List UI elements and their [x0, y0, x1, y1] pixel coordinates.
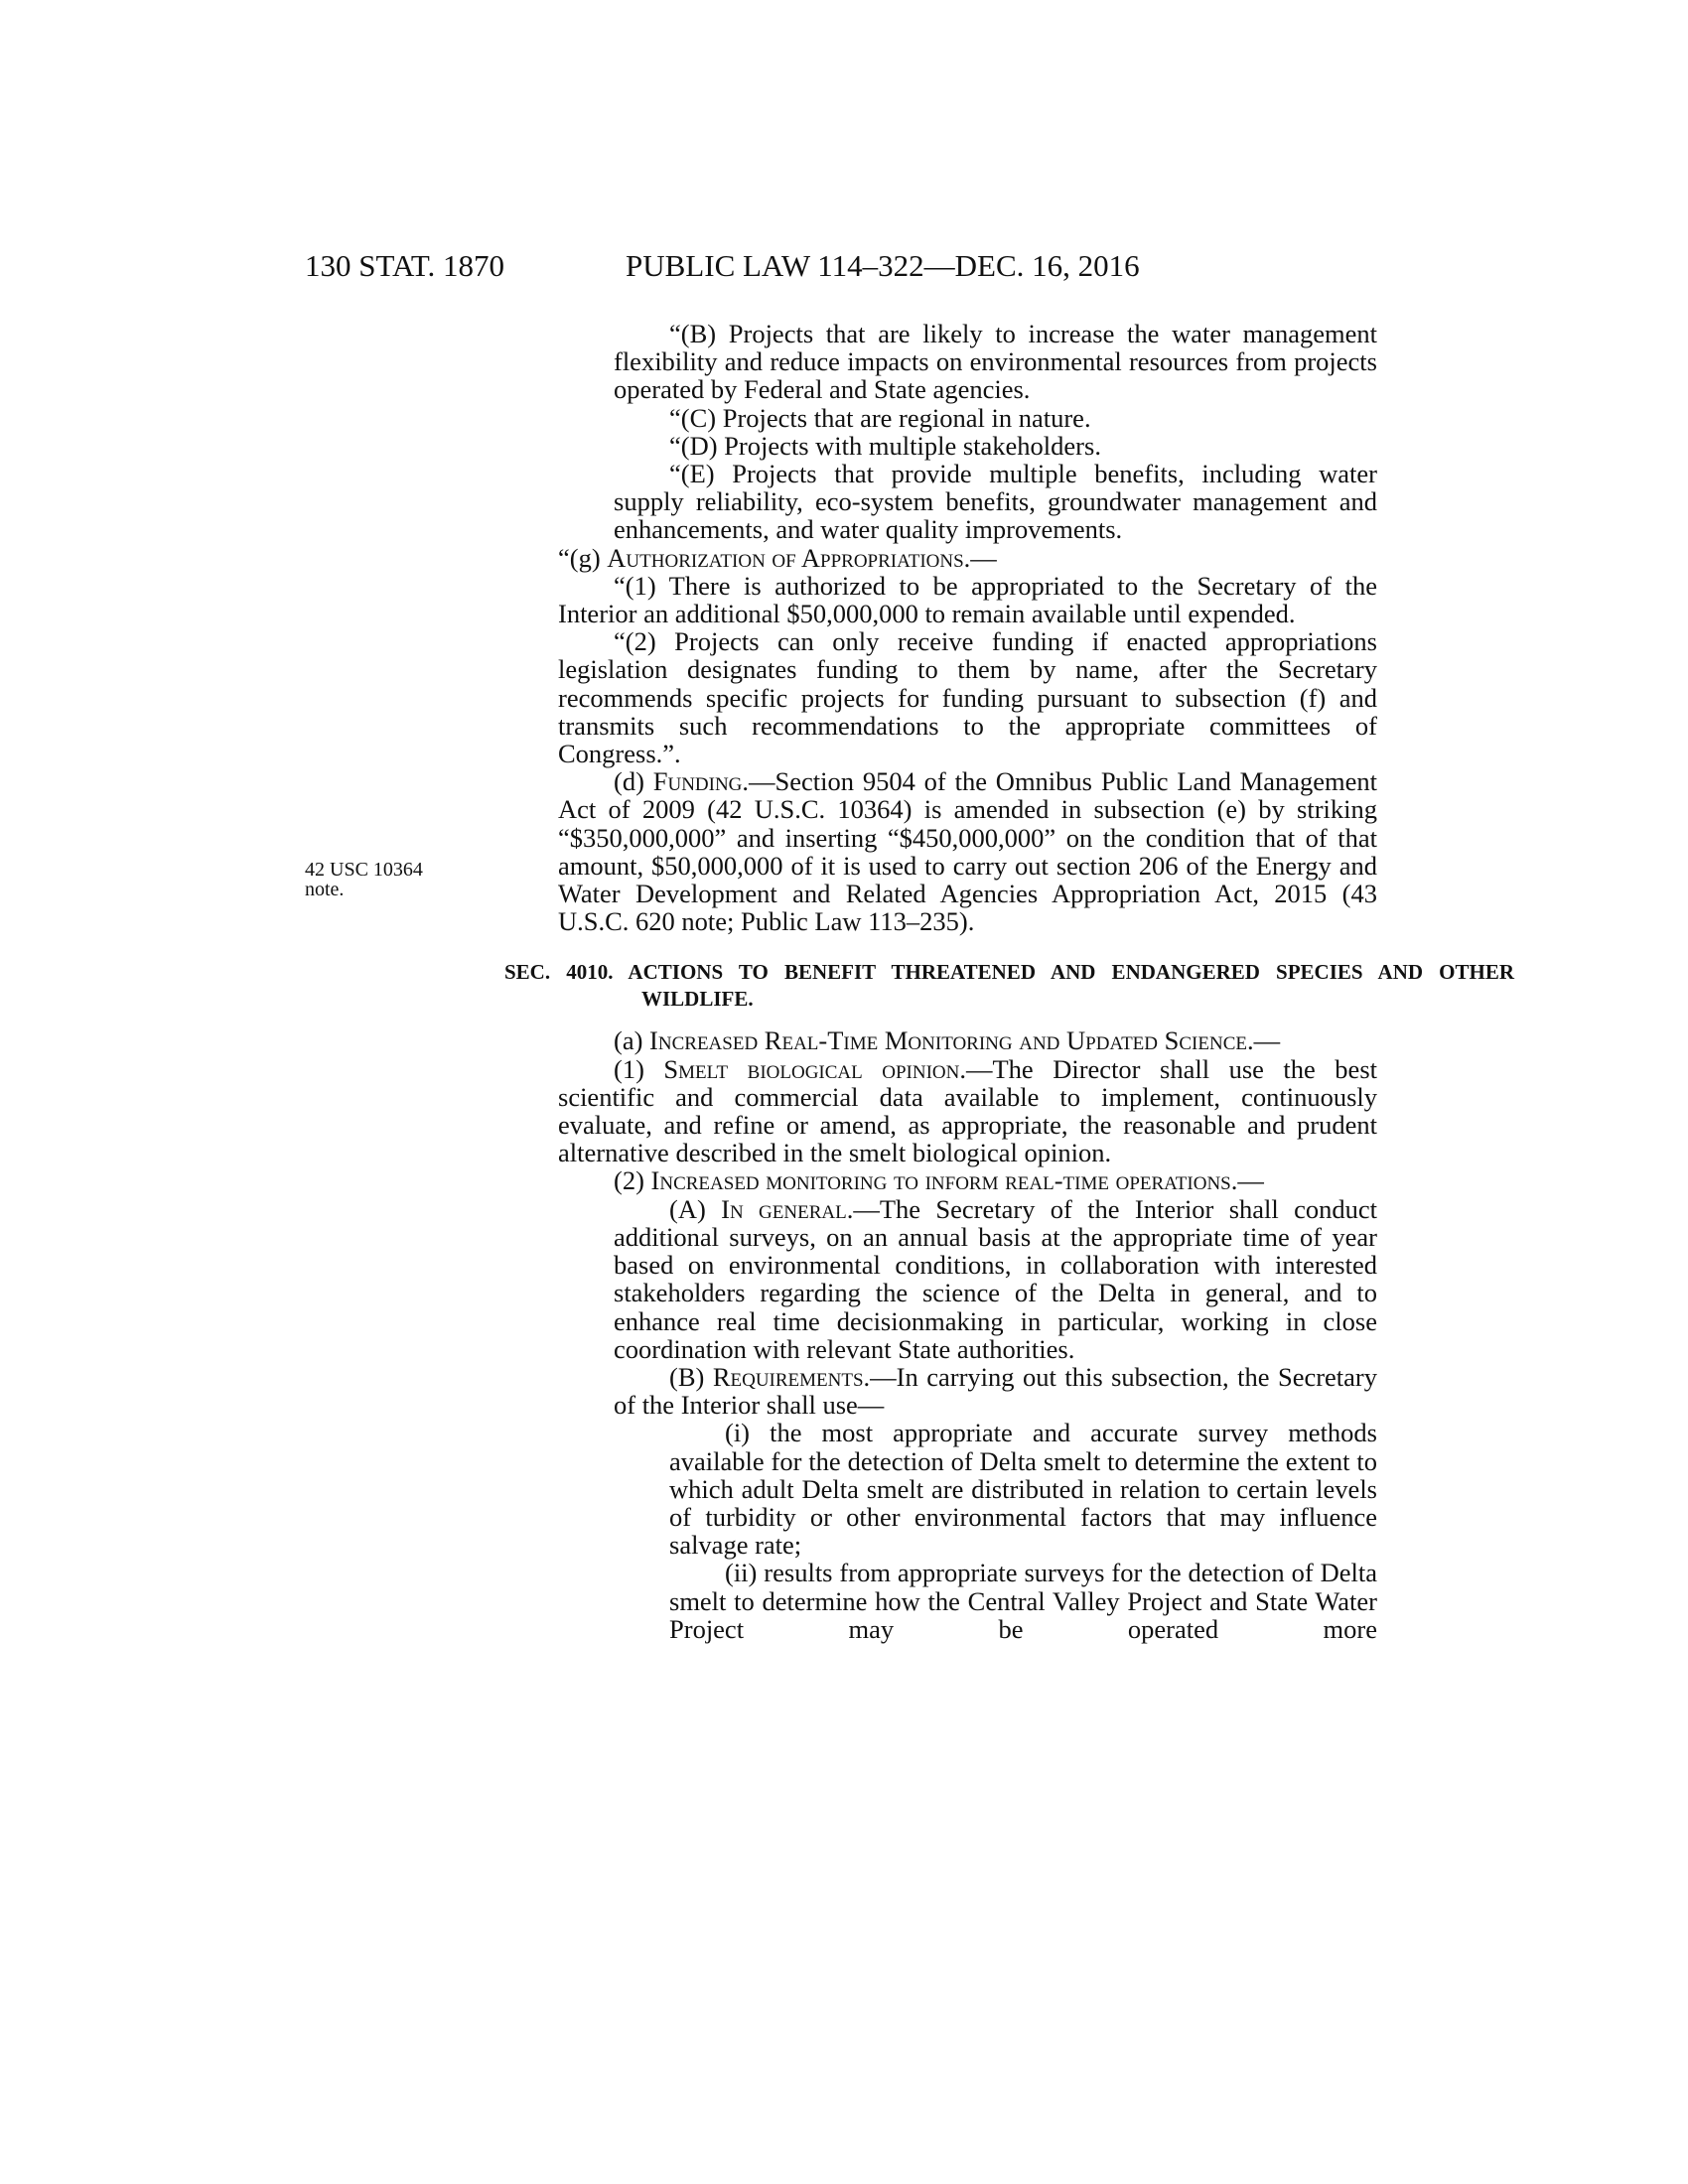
- subparagraph-B-title: Requirements: [712, 1361, 864, 1392]
- subsection-d-text: .—Section 9504 of the Omnibus Public Land Management Act of 2009 (42 U.S.C. 10364) is amended in subsection (e) by striking “$350,000,000” and inserting “$450,000,000” on the condition that of that amount, $50,000,000 of it is used to carry out section 206 of the Energy and Water Development and Related Agencies Appropriation Act, 2015 (43 U.S.C. 620 note; Public Law 113–235).: [558, 766, 1377, 937]
- subsection-a-prefix: (a): [614, 1025, 650, 1056]
- subsection-a-suffix: .—: [1246, 1025, 1281, 1056]
- document-body: [504, 319, 1514, 1644]
- paragraph-f-c: “(C) Projects that are regional in nature.: [669, 402, 1091, 433]
- subsection-a-heading: [558, 1026, 1377, 1054]
- subsection-a-title: Increased Real-Time Monitoring and Updated Science: [649, 1025, 1247, 1056]
- paragraph-g-1: “(1) There is authorized to be appropriated to the Secretary of the Interior an additional $50,000,000 to remain available until expended.: [558, 570, 1377, 629]
- clause-i: (i) the most appropriate and accurate survey methods available for the detection of Delta smelt to determine the extent to which adult Delta smelt are distributed in relation to certain levels of turbidity or other environmental factors that may influence salvage rate;: [669, 1418, 1377, 1561]
- margin-note-label: note.: [305, 879, 345, 900]
- subparagraph-A-text: .—The Secretary of the Interior shall conduct additional surveys, on an annual basis at the appropriate time of year based on environmental conditions, in collaboration with interested stakeholders regarding the science of the Delta in general, and to enhance real time decisionmaking in particular, working in close coordination with relevant State authorities.: [614, 1193, 1378, 1364]
- subsection-g-suffix: .—: [963, 542, 997, 573]
- subsection-g-title: Authorization of Appropriations: [607, 542, 964, 573]
- paragraph-a-1-text: .—The Director shall use the best scientific and commercial data available to implement, continuously evaluate, and refine or amend, as appropriate, the reasonable and prudent alternative described in the smelt biological opinion.: [558, 1053, 1377, 1168]
- subparagraph-B-prefix: (B): [669, 1361, 713, 1392]
- paragraph-a-2-prefix: (2): [614, 1165, 651, 1196]
- paragraph-f-d: “(D) Projects with multiple stakeholders.: [669, 430, 1101, 461]
- section-heading: SEC. 4010. ACTIONS TO BENEFIT THREATENED AND ENDANGERED SPECIES AND OTHER WILDLIFE.: [504, 960, 1514, 1012]
- clause-ii: (ii) results from appropriate surveys for the detection of Delta smelt to determine how the Central Valley Project and State Water Project may be operated more: [669, 1558, 1377, 1644]
- paragraph-a-2-title: Increased monitoring to inform real-time operations: [650, 1165, 1231, 1196]
- margin-note-citation: 42 USC 10364: [305, 859, 423, 881]
- subparagraph-a-2-A: [614, 1195, 1377, 1363]
- paragraph-f-e: “(E) Projects that provide multiple benefits, including water supply reliability, eco-system benefits, groundwater management and enhancements, and water quality improvements.: [614, 459, 1377, 545]
- subparagraph-A-title: In general: [721, 1193, 847, 1224]
- paragraph-a-2-heading: [558, 1166, 1377, 1194]
- public-law-title: PUBLIC LAW 114–322—DEC. 16, 2016: [626, 248, 1140, 283]
- subparagraph-B-text: .—In carrying out this subsection, the Secretary of the Interior shall use—: [614, 1361, 1377, 1421]
- paragraph-a-1: [558, 1055, 1377, 1167]
- page-header: [305, 246, 1375, 286]
- margin-note: [305, 860, 454, 899]
- paragraph-a-1-title: Smelt biological opinion: [663, 1053, 960, 1084]
- statute-citation: 130 STAT. 1870: [305, 248, 505, 283]
- subsection-d-prefix: (d): [614, 766, 653, 797]
- subsection-d-funding: [558, 767, 1377, 935]
- subsection-g-prefix: “(g): [558, 542, 608, 573]
- subsection-g-heading: [558, 544, 1377, 572]
- paragraph-f-b: “(B) Projects that are likely to increase the water management flexibility and reduce impacts on environmental resources from projects operated by Federal and State agencies.: [614, 319, 1377, 405]
- paragraph-g-2: “(2) Projects can only receive funding if enacted appropriations legislation designates funding to them by name, after the Secretary recommends specific projects for funding pursuant to subsection (f) and transmits such recommendations to the appropriate committees of Congress.”.: [558, 626, 1377, 769]
- paragraph-a-1-prefix: (1): [614, 1053, 664, 1084]
- subsection-d-title: Funding: [652, 766, 743, 797]
- subparagraph-a-2-B: [614, 1363, 1377, 1419]
- paragraph-a-2-suffix: .—: [1230, 1165, 1264, 1196]
- subparagraph-A-prefix: (A): [669, 1193, 722, 1224]
